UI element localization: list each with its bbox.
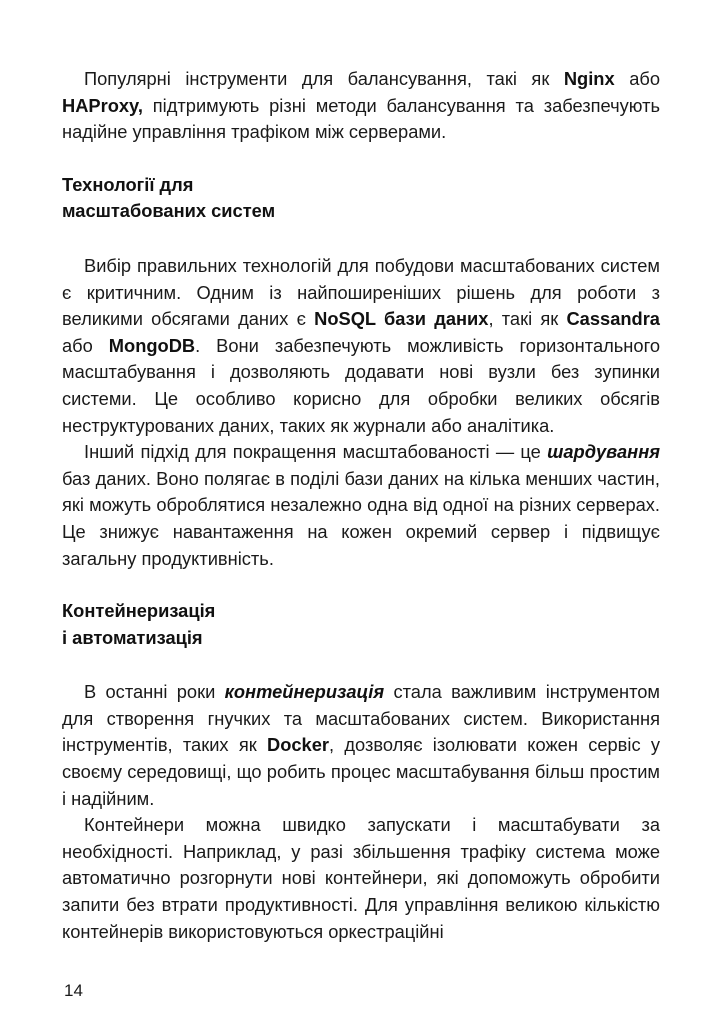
term-docker: Docker — [267, 734, 329, 756]
text-run: стала важливим інструментом для створення гнучких та масштабованих систем. Використання інструментів, таких як — [62, 681, 661, 756]
intro-paragraph — [62, 66, 660, 146]
text-run: або — [62, 334, 109, 356]
term-sharding: шардування — [547, 441, 660, 463]
text-run: Контейнери можна швидко запускати і масштабувати за необхідності. Наприклад, у разі збільшення трафіку система може автоматично розгорнути нові контейнери, які допоможуть обробити запити без втрати продуктивності. Для управління великою кількістю контейнерів використовуються оркестраційні — [62, 814, 660, 942]
heading-line: Контейнеризація — [62, 600, 216, 622]
text-run: Популярні інструменти для балансування, такі як — [84, 68, 564, 89]
text-run: , такі як — [488, 308, 567, 330]
heading-line: і автоматизація — [62, 626, 203, 648]
page-number: 14 — [64, 981, 83, 1000]
text-run: підтримують різні методи балансування та забезпечують надійне управління трафіком між серверами. — [62, 94, 660, 143]
term-mongodb: MongoDB — [108, 334, 196, 356]
section-heading-containerization — [62, 598, 660, 651]
text-run: або — [614, 68, 661, 89]
heading-line: Технології для — [62, 173, 194, 195]
spacer — [62, 146, 660, 172]
text-run: Інший підхід для покращення масштабованості — це — [84, 441, 548, 463]
term-nginx: Nginx — [563, 68, 615, 89]
text-run: Вибір правильних технологій для побудови масштабованих систем є критичним. Одним із найпоширеніших рішень для роботи з великими обсягами даних є — [62, 254, 660, 330]
containerization-paragraph-2 — [62, 812, 660, 945]
containerization-paragraph-1 — [62, 679, 660, 812]
text-run: , дозволяє ізолювати кожен сервіс у своєму середовищі, що робить процес масштабування більш простим і надійним. — [62, 734, 660, 809]
term-nosql: NoSQL бази даних — [314, 308, 489, 330]
text-run: В останні роки — [84, 681, 225, 703]
term-cassandra: Cassandra — [566, 308, 660, 330]
technologies-paragraph-2 — [62, 439, 660, 572]
heading-line: масштабованих систем — [62, 200, 276, 222]
text-run: . Вони забезпечують можливість горизонтального масштабування і дозволяють додавати нові вузли без зупинки системи. Це особливо корисно для обробки великих обсягів неструктурованих даних, таких як журнали або аналітика. — [62, 334, 661, 436]
section-heading-technologies — [62, 172, 660, 225]
term-containerization: контейнеризація — [224, 681, 385, 703]
page-content — [62, 66, 660, 945]
spacer — [62, 651, 660, 679]
spacer — [62, 225, 660, 253]
text-run: баз даних. Воно полягає в поділі бази даних на кілька менших частин, які можуть оброблятися незалежно одна від одної на різних серверах. Це знижує навантаження на кожен окремий сервер і підвищує загальну продуктивність. — [62, 467, 660, 569]
technologies-paragraph-1 — [62, 253, 660, 439]
term-haproxy: HAProxy, — [62, 94, 143, 116]
spacer — [62, 572, 660, 598]
